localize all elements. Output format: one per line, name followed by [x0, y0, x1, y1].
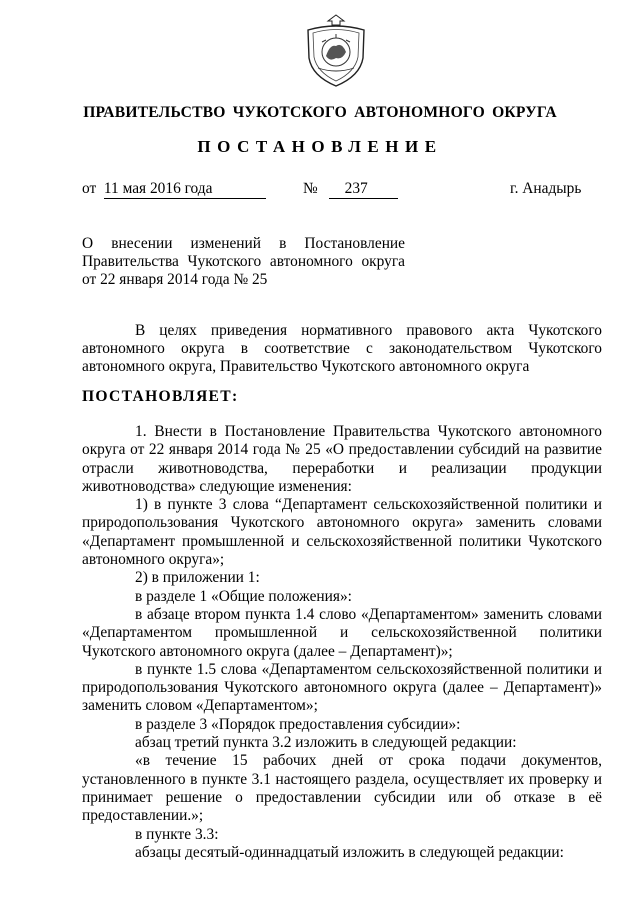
body-paragraph: в разделе 3 «Порядок предоставления субсидии»:	[135, 715, 461, 733]
number-prefix: №	[303, 180, 318, 197]
body-paragraph: 1) в пункте 3 слова “Департамент сельскохозяйственной политики и природопользования Чукотского автономного округа» заменить словами «Департамент промышленной и сельскохозяйственной политики Чукотского автономного округа»;	[82, 496, 602, 569]
body-paragraph: «в течение 15 рабочих дней от срока подачи документов, установленного в пункте 3.1 настоящего раздела, осуществляет их проверку и принимает решение о предоставлении субсидии или об отказе в её предоставлении.»;	[82, 752, 602, 825]
coat-of-arms-icon	[300, 12, 372, 90]
document-date	[82, 180, 266, 199]
date-prefix: от	[82, 180, 97, 197]
document-subject	[82, 235, 405, 290]
body-paragraph: абзацы десятый-одиннадцатый изложить в следующей редакции:	[135, 843, 564, 861]
decree-heading: ПОСТАНОВЛЯЕТ:	[82, 388, 239, 405]
government-title: ПРАВИТЕЛЬСТВО ЧУКОТСКОГО АВТОНОМНОГО ОКРУГА	[83, 104, 557, 121]
date-value: 11 мая 2016 года	[104, 181, 266, 199]
document-body	[82, 423, 602, 862]
body-paragraph: в пункте 1.5 слова «Департаментом сельскохозяйственной политики и природопользования Чукотского автономного округа (далее – Департамент)» заменить словом «Департаментом»;	[82, 660, 602, 715]
body-paragraph: в абзаце втором пункта 1.4 слово «Департаментом» заменить словами «Департаментом промышленной и сельскохозяйственной политики Чукотского автономного округа (далее – Департамент)»;	[82, 605, 602, 660]
body-paragraph: в пункте 3.3:	[135, 825, 219, 843]
body-paragraph: 2) в приложении 1:	[135, 569, 260, 587]
document-number	[303, 180, 398, 199]
subject-line: Правительства Чукотского автономного округа	[82, 253, 405, 271]
number-text: 237	[344, 180, 368, 197]
preamble	[82, 322, 602, 377]
document-type-title: ПОСТАНОВЛЕНИЕ	[197, 137, 443, 156]
number-value	[329, 181, 398, 199]
body-paragraph: абзац третий пункта 3.2 изложить в следующей редакции:	[135, 734, 517, 752]
body-paragraph: в разделе 1 «Общие положения»:	[135, 587, 352, 605]
document-city: г. Анадырь	[510, 180, 582, 197]
body-paragraph: 1. Внести в Постановление Правительства Чукотского автономного округа от 22 января 2014 года № 25 «О предоставлении субсидий на развитие отрасли животноводства, переработки и реализации продукции животноводства» следующие изменения:	[82, 423, 602, 495]
subject-line: О внесении изменений в Постановление	[82, 235, 405, 252]
subject-line: от 22 января 2014 года № 25	[82, 271, 268, 289]
preamble-text: В целях приведения нормативного правового акта Чукотского автономного округа в соответствие с законодательством Чукотского автономного округа, Правительство Чукотского автономного округа	[82, 322, 602, 376]
